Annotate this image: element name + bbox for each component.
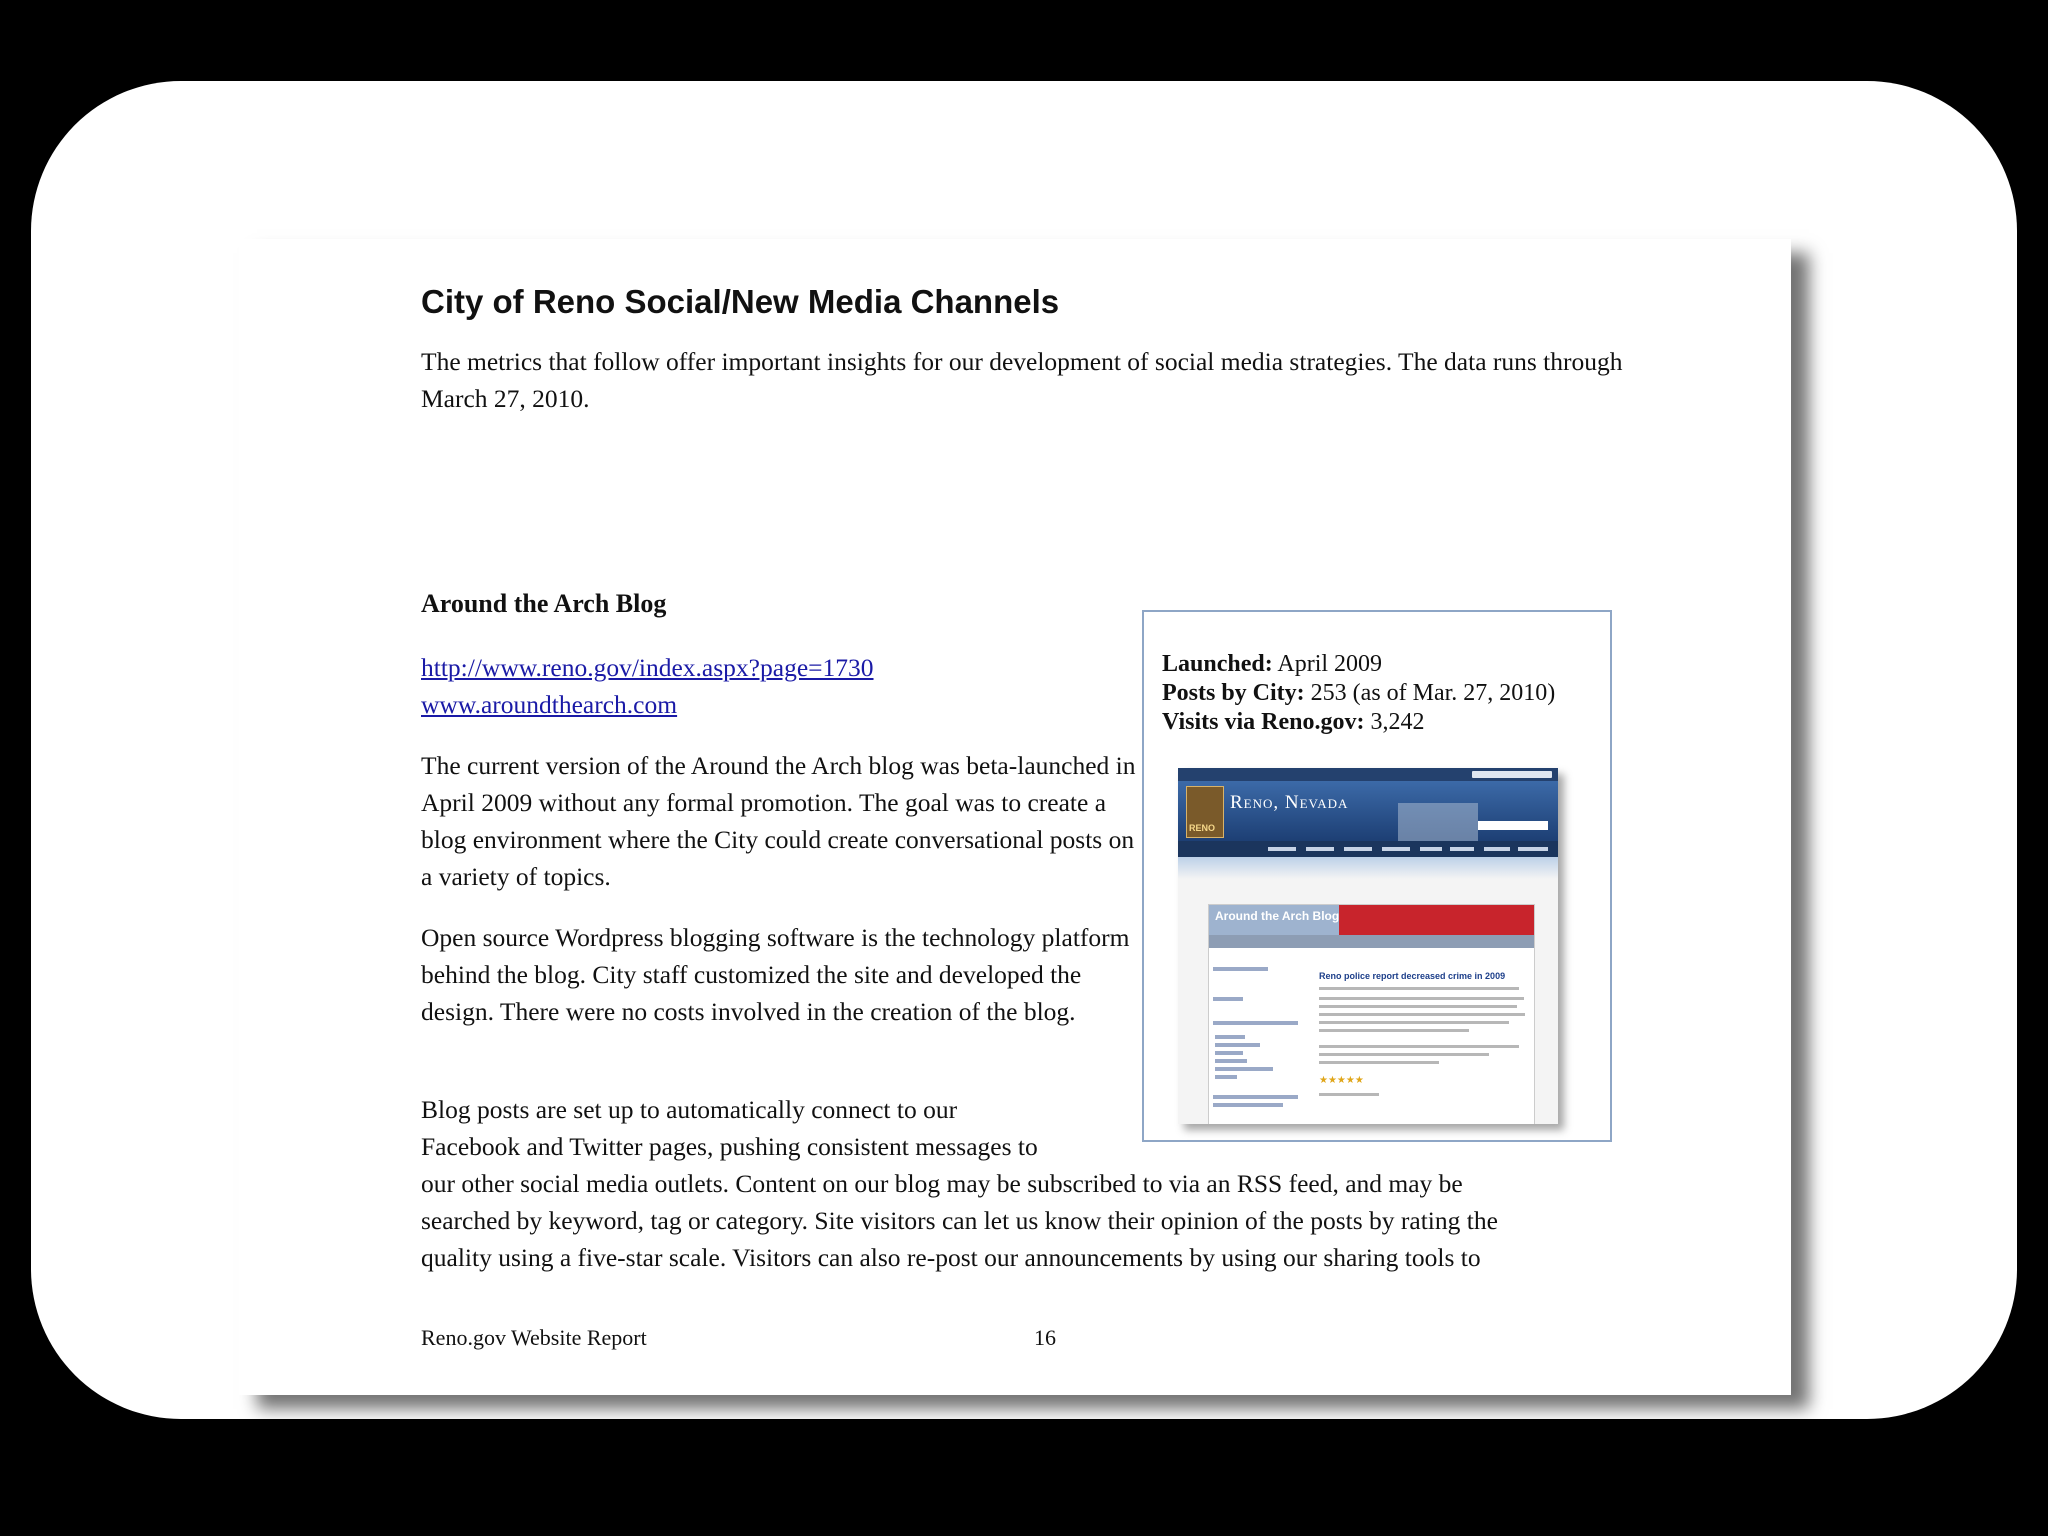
paragraph-wordpress: Open source Wordpress blogging software is the technology platform behind the blog. City staff customized the site and developed the design. There were no costs involved in the creation of the blog. [421, 923, 1130, 1026]
skyline-image [1398, 803, 1478, 843]
screenshot-wave [1178, 857, 1558, 879]
footer-report-name: Reno.gov Website Report [421, 1325, 647, 1350]
document-title: City of Reno Social/New Media Channels [421, 283, 1060, 320]
stat-posts: Posts by City: 253 (as of Mar. 27, 2010) [1162, 680, 1556, 706]
screenshot-city-name: Reno, Nevada [1230, 792, 1349, 813]
page-number: 16 [1034, 1325, 1056, 1350]
screenshot-search-box [1478, 821, 1548, 830]
blog-screenshot [1178, 768, 1558, 1124]
screenshot-navbar [1178, 841, 1558, 857]
paragraph-line: searched by keyword, tag or category. Site visitors can let us know their opinion of the posts by rating the [421, 1206, 1498, 1235]
paragraph-line: Facebook and Twitter pages, pushing consistent messages to [421, 1132, 1038, 1161]
blog-stats-box [1142, 610, 1612, 1142]
screenshot-post-title: Reno police report decreased crime in 2009 [1319, 971, 1506, 981]
blog-stats [1162, 650, 1555, 737]
intro-paragraph: The metrics that follow offer important insights for our development of social media strategies. The data runs through March 27, 2010. [421, 347, 1623, 413]
section-heading: Around the Arch Blog [421, 589, 667, 618]
paragraph-beta-launch: The current version of the Around the Arch blog was beta-launched in April 2009 without any formal promotion. The goal was to create a blog environment where the City could create conversational posts on a variety of topics. [421, 751, 1136, 891]
paragraph-line: Blog posts are set up to automatically connect to our [421, 1095, 958, 1124]
screenshot-blog-title: Around the Arch Blog [1215, 909, 1340, 923]
stat-visits: Visits via Reno.gov: 3,242 [1162, 709, 1425, 735]
blog-links [421, 649, 874, 723]
screenshot-top-bar [1178, 768, 1558, 781]
paragraph-line: quality using a five-star scale. Visitors can also re-post our announcements by using our sharing tools to [421, 1243, 1481, 1272]
paragraph-line: our other social media outlets. Content on our blog may be subscribed to via an RSS feed, and may be [421, 1169, 1463, 1198]
city-seal-logo: RENO [1186, 786, 1224, 838]
aroundthearch-link[interactable]: www.aroundthearch.com [421, 690, 678, 719]
screenshot-rating-stars: ★★★★★ [1319, 1075, 1364, 1086]
reno-gov-link[interactable]: http://www.reno.gov/index.aspx?page=1730 [421, 653, 874, 682]
stat-launched: Launched: April 2009 [1162, 651, 1383, 677]
document-page [239, 239, 1791, 1395]
slide-background [31, 81, 2017, 1419]
screenshot-blog-header [1209, 905, 1534, 935]
screenshot-blog-page [1208, 904, 1535, 1124]
screenshot-blog-tabs [1209, 935, 1534, 948]
